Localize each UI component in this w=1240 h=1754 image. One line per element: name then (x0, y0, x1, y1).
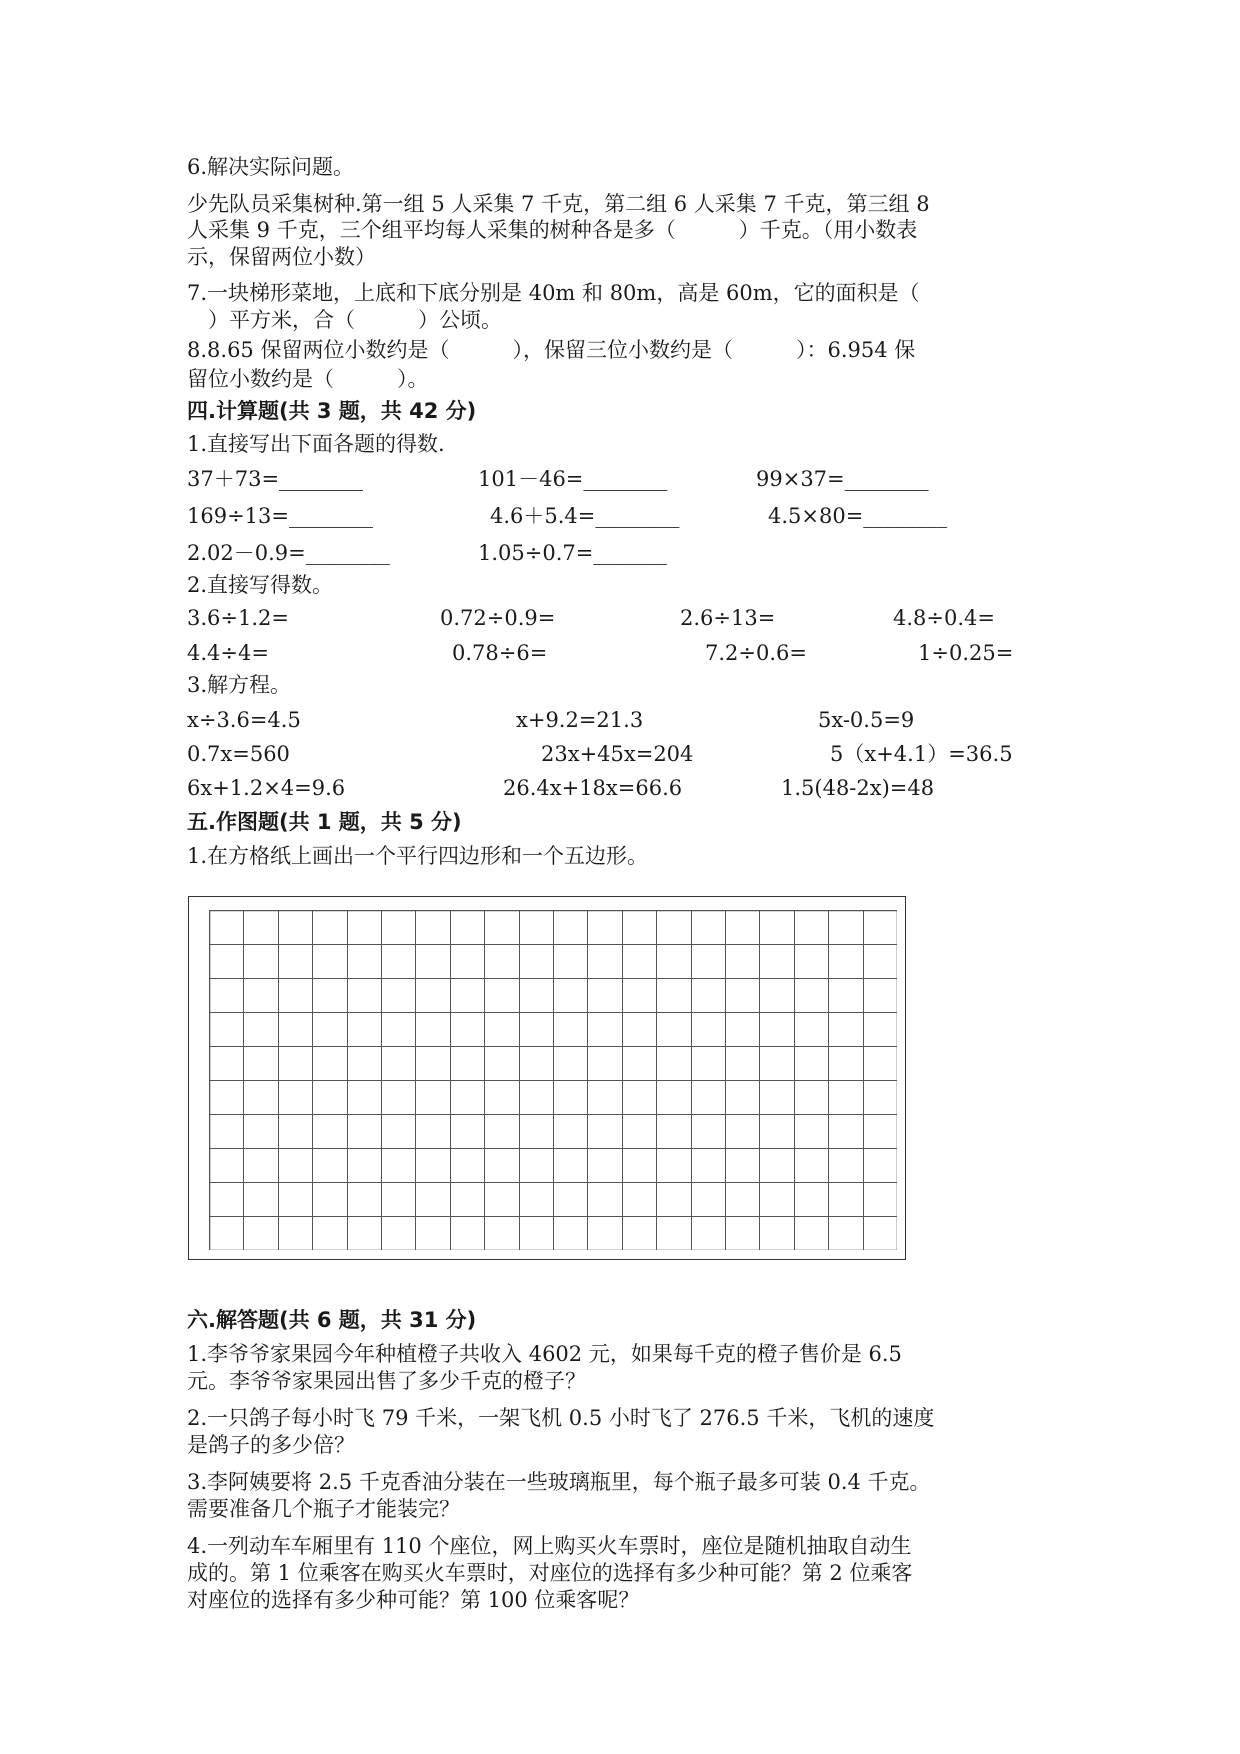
calc-q1-item: 4.5×80=________ (768, 504, 948, 528)
answer-q4-line3: 对座位的选择有多少种可能？第 100 位乘客呢？ (187, 1588, 640, 1612)
answer-q4-line2: 成的。第 1 位乘客在购买火车票时，对座位的选择有多少种可能？第 2 位乘客 (187, 1561, 913, 1585)
calc-q2-title: 2.直接写得数。 (187, 573, 334, 597)
equation: 1.5(48-2x)=48 (781, 776, 935, 800)
calc-q2-item: 2.6÷13= (680, 606, 776, 630)
calc-q1-title: 1.直接写出下面各题的得数. (187, 432, 445, 456)
answer-q3-line2: 需要准备几个瓶子才能装完？ (187, 1497, 460, 1521)
q7-text-line2: ）平方米，合（ ）公顷。 (187, 308, 502, 332)
calc-q3-title: 3.解方程。 (187, 673, 292, 697)
calc-q1-item: 4.6＋5.4=________ (490, 504, 680, 528)
calc-q1-item: 2.02－0.9=________ (187, 541, 390, 565)
section5-title: 五.作图题(共 1 题，共 5 分) (187, 810, 462, 834)
section4-title: 四.计算题(共 3 题，共 42 分) (187, 399, 477, 423)
grid-paper[interactable] (188, 896, 906, 1260)
equation: 5（x+4.1）=36.5 (830, 742, 1013, 766)
q6-text-line2: 人采集 9 千克，三个组平均每人采集的树种各是多（ ）千克。（用小数表 (187, 218, 918, 242)
calc-q2-item: 4.8÷0.4= (893, 606, 995, 630)
section6-title: 六.解答题(共 6 题，共 31 分) (187, 1308, 477, 1332)
calc-q2-item: 3.6÷1.2= (187, 606, 289, 630)
q6-text-line1: 少先队员采集树种.第一组 5 人采集 7 千克，第二组 6 人采集 7 千克，第三组 8 (187, 192, 930, 216)
equation: x÷3.6=4.5 (187, 708, 301, 732)
calc-q2-item: 7.2÷0.6= (705, 641, 807, 665)
equation: 26.4x+18x=66.6 (503, 776, 683, 800)
equation: 5x-0.5=9 (818, 708, 915, 732)
calc-q2-item: 0.78÷6= (452, 641, 548, 665)
q7-text-line1: 7.一块梯形菜地，上底和下底分别是 40m 和 80m，高是 60m，它的面积是（ (187, 281, 920, 305)
calc-q1-item: 37＋73=________ (187, 467, 364, 491)
calc-q2-item: 4.4÷4= (187, 641, 269, 665)
answer-q4-line1: 4.一列动车车厢里有 110 个座位，网上购买火车票时，座位是随机抽取自动生 (187, 1534, 912, 1558)
answer-q2-line1: 2.一只鸽子每小时飞 79 千米，一架飞机 0.5 小时飞了 276.5 千米，飞机的速度 (187, 1406, 935, 1430)
q6-title: 6.解决实际问题。 (187, 155, 355, 179)
calc-q1-item: 99×37=________ (756, 467, 929, 491)
q6-text-line3: 示，保留两位小数） (187, 245, 376, 269)
calc-q1-item: 101－46=________ (478, 467, 668, 491)
calc-q2-item: 0.72÷0.9= (440, 606, 556, 630)
square-grid[interactable] (209, 910, 897, 1250)
drawing-q1-text: 1.在方格纸上画出一个平行四边形和一个五边形。 (187, 844, 649, 868)
calc-q1-item: 1.05÷0.7=_______ (478, 541, 667, 565)
equation: x+9.2=21.3 (516, 708, 644, 732)
equation: 0.7x=560 (187, 742, 290, 766)
equation: 23x+45x=204 (541, 742, 694, 766)
calc-q2-item: 1÷0.25= (918, 641, 1014, 665)
answer-q1-line1: 1.李爷爷家果园今年种植橙子共收入 4602 元，如果每千克的橙子售价是 6.5 (187, 1342, 902, 1366)
answer-q2-line2: 是鸽子的多少倍？ (187, 1433, 355, 1457)
answer-q1-line2: 元。李爷爷家果园出售了多少千克的橙子？ (187, 1369, 586, 1393)
q8-text-line1: 8.8.65 保留两位小数约是（ ），保留三位小数约是（ ）：6.954 保 (187, 338, 916, 362)
answer-q3-line1: 3.李阿姨要将 2.5 千克香油分装在一些玻璃瓶里，每个瓶子最多可装 0.4 千克。 (187, 1470, 931, 1494)
equation: 6x+1.2×4=9.6 (187, 776, 346, 800)
calc-q1-item: 169÷13=________ (187, 504, 373, 528)
q8-text-line2: 留位小数约是（ ）。 (187, 367, 429, 391)
